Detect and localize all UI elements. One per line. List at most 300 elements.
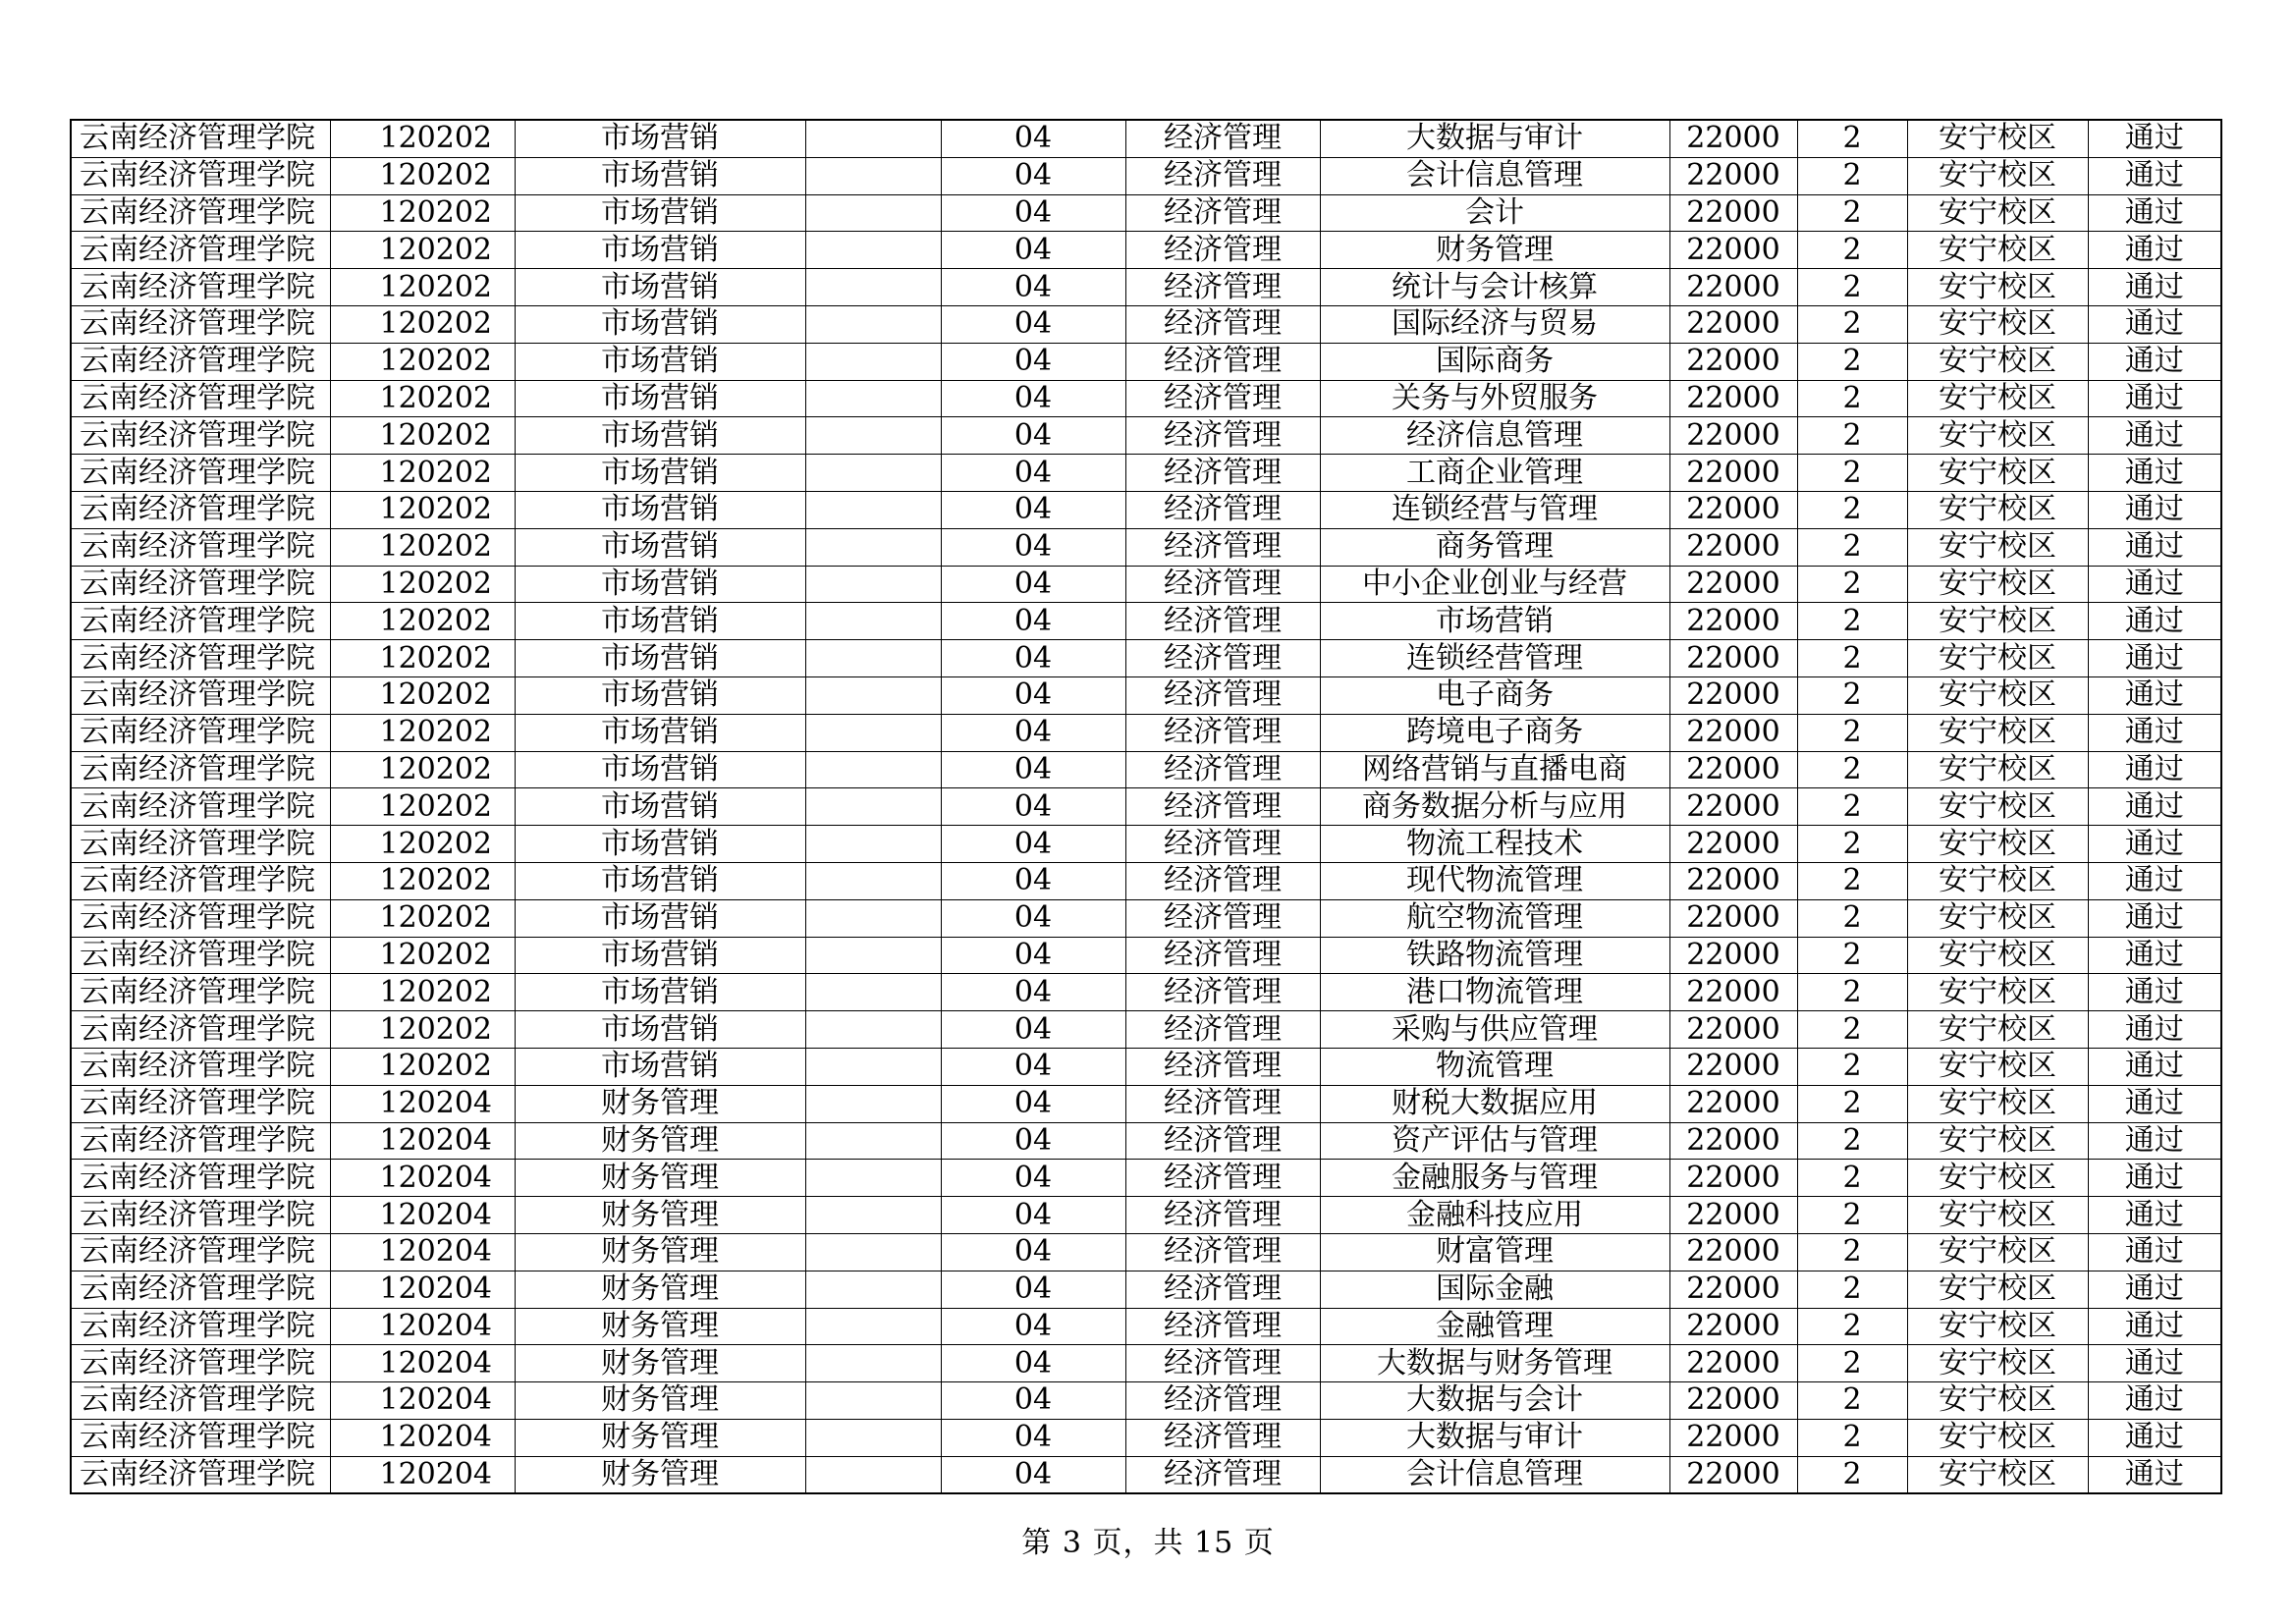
major-code-cell: 120202 (330, 417, 515, 455)
school-cell: 云南经济管理学院 (71, 194, 330, 232)
table-row (71, 1011, 2221, 1049)
status-cell: 通过 (2088, 1271, 2221, 1308)
source-major-cell: 会计 (1320, 194, 1669, 232)
campus-cell: 安宁校区 (1907, 1382, 2088, 1420)
campus-cell: 安宁校区 (1907, 343, 2088, 380)
table-row (71, 974, 2221, 1011)
campus-cell: 安宁校区 (1907, 1233, 2088, 1271)
table-row (71, 455, 2221, 492)
remark-cell (805, 1456, 941, 1493)
level-code-cell: 04 (941, 455, 1125, 492)
years-cell: 2 (1797, 1308, 1907, 1345)
major-code-cell: 120202 (330, 528, 515, 566)
source-major-cell: 大数据与审计 (1320, 120, 1669, 157)
remark-cell (805, 640, 941, 677)
remark-cell (805, 714, 941, 751)
major-code-cell: 120202 (330, 157, 515, 194)
major-name-cell: 市场营销 (515, 1048, 805, 1085)
remark-cell (805, 1122, 941, 1160)
campus-cell: 安宁校区 (1907, 1048, 2088, 1085)
source-major-cell: 大数据与会计 (1320, 1382, 1669, 1420)
major-name-cell: 市场营销 (515, 455, 805, 492)
years-cell: 2 (1797, 826, 1907, 863)
table-row (71, 937, 2221, 974)
level-code-cell: 04 (941, 1456, 1125, 1493)
source-major-cell: 市场营销 (1320, 603, 1669, 640)
remark-cell (805, 1345, 941, 1382)
category-cell: 经济管理 (1125, 862, 1320, 899)
campus-cell: 安宁校区 (1907, 862, 2088, 899)
school-cell: 云南经济管理学院 (71, 417, 330, 455)
school-cell: 云南经济管理学院 (71, 603, 330, 640)
category-cell: 经济管理 (1125, 305, 1320, 343)
table-row (71, 1048, 2221, 1085)
level-code-cell: 04 (941, 1122, 1125, 1160)
tuition-cell: 22000 (1669, 1011, 1797, 1049)
school-cell: 云南经济管理学院 (71, 1011, 330, 1049)
status-cell: 通过 (2088, 269, 2221, 306)
major-code-cell: 120202 (330, 788, 515, 826)
campus-cell: 安宁校区 (1907, 676, 2088, 714)
years-cell: 2 (1797, 1122, 1907, 1160)
table-row (71, 380, 2221, 417)
status-cell: 通过 (2088, 714, 2221, 751)
major-code-cell: 120202 (330, 491, 515, 528)
campus-cell: 安宁校区 (1907, 714, 2088, 751)
level-code-cell: 04 (941, 899, 1125, 937)
campus-cell: 安宁校区 (1907, 1419, 2088, 1456)
source-major-cell: 网络营销与直播电商 (1320, 751, 1669, 788)
tuition-cell: 22000 (1669, 676, 1797, 714)
years-cell: 2 (1797, 1160, 1907, 1197)
status-cell: 通过 (2088, 1160, 2221, 1197)
source-major-cell: 现代物流管理 (1320, 862, 1669, 899)
status-cell: 通过 (2088, 1122, 2221, 1160)
major-name-cell: 市场营销 (515, 566, 805, 603)
major-code-cell: 120202 (330, 899, 515, 937)
major-code-cell: 120202 (330, 566, 515, 603)
category-cell: 经济管理 (1125, 269, 1320, 306)
tuition-cell: 22000 (1669, 862, 1797, 899)
table-row (71, 751, 2221, 788)
campus-cell: 安宁校区 (1907, 974, 2088, 1011)
school-cell: 云南经济管理学院 (71, 269, 330, 306)
campus-cell: 安宁校区 (1907, 1197, 2088, 1234)
remark-cell (805, 751, 941, 788)
years-cell: 2 (1797, 455, 1907, 492)
major-name-cell: 市场营销 (515, 640, 805, 677)
school-cell: 云南经济管理学院 (71, 566, 330, 603)
major-code-cell: 120202 (330, 937, 515, 974)
tuition-cell: 22000 (1669, 566, 1797, 603)
source-major-cell: 商务管理 (1320, 528, 1669, 566)
table-row (71, 826, 2221, 863)
status-cell: 通过 (2088, 1345, 2221, 1382)
major-code-cell: 120202 (330, 676, 515, 714)
campus-cell: 安宁校区 (1907, 380, 2088, 417)
table-row (71, 157, 2221, 194)
years-cell: 2 (1797, 1048, 1907, 1085)
major-name-cell: 市场营销 (515, 899, 805, 937)
campus-cell: 安宁校区 (1907, 157, 2088, 194)
status-cell: 通过 (2088, 1382, 2221, 1420)
table-row (71, 491, 2221, 528)
level-code-cell: 04 (941, 640, 1125, 677)
major-name-cell: 市场营销 (515, 232, 805, 269)
tuition-cell: 22000 (1669, 714, 1797, 751)
category-cell: 经济管理 (1125, 751, 1320, 788)
remark-cell (805, 455, 941, 492)
remark-cell (805, 1160, 941, 1197)
major-name-cell: 财务管理 (515, 1197, 805, 1234)
source-major-cell: 采购与供应管理 (1320, 1011, 1669, 1049)
page-footer: 第 3 页，共 15 页 (1021, 1526, 1275, 1560)
campus-cell: 安宁校区 (1907, 751, 2088, 788)
major-name-cell: 市场营销 (515, 974, 805, 1011)
table-row (71, 343, 2221, 380)
status-cell: 通过 (2088, 566, 2221, 603)
school-cell: 云南经济管理学院 (71, 455, 330, 492)
status-cell: 通过 (2088, 788, 2221, 826)
major-code-cell: 120202 (330, 305, 515, 343)
school-cell: 云南经济管理学院 (71, 491, 330, 528)
major-name-cell: 财务管理 (515, 1085, 805, 1122)
table-row (71, 1419, 2221, 1456)
level-code-cell: 04 (941, 194, 1125, 232)
years-cell: 2 (1797, 232, 1907, 269)
years-cell: 2 (1797, 751, 1907, 788)
years-cell: 2 (1797, 120, 1907, 157)
major-name-cell: 财务管理 (515, 1419, 805, 1456)
campus-cell: 安宁校区 (1907, 417, 2088, 455)
remark-cell (805, 343, 941, 380)
source-major-cell: 会计信息管理 (1320, 157, 1669, 194)
campus-cell: 安宁校区 (1907, 269, 2088, 306)
major-code-cell: 120202 (330, 194, 515, 232)
status-cell: 通过 (2088, 157, 2221, 194)
source-major-cell: 大数据与审计 (1320, 1419, 1669, 1456)
category-cell: 经济管理 (1125, 937, 1320, 974)
level-code-cell: 04 (941, 1011, 1125, 1049)
tuition-cell: 22000 (1669, 1233, 1797, 1271)
tuition-cell: 22000 (1669, 1048, 1797, 1085)
remark-cell (805, 1085, 941, 1122)
remark-cell (805, 862, 941, 899)
level-code-cell: 04 (941, 417, 1125, 455)
level-code-cell: 04 (941, 1160, 1125, 1197)
level-code-cell: 04 (941, 1382, 1125, 1420)
school-cell: 云南经济管理学院 (71, 1345, 330, 1382)
status-cell: 通过 (2088, 1419, 2221, 1456)
years-cell: 2 (1797, 417, 1907, 455)
category-cell: 经济管理 (1125, 899, 1320, 937)
years-cell: 2 (1797, 305, 1907, 343)
major-name-cell: 市场营销 (515, 380, 805, 417)
major-name-cell: 市场营销 (515, 826, 805, 863)
major-code-cell: 120202 (330, 640, 515, 677)
campus-cell: 安宁校区 (1907, 1122, 2088, 1160)
status-cell: 通过 (2088, 1085, 2221, 1122)
category-cell: 经济管理 (1125, 1233, 1320, 1271)
table-row (71, 269, 2221, 306)
school-cell: 云南经济管理学院 (71, 305, 330, 343)
campus-cell: 安宁校区 (1907, 1271, 2088, 1308)
level-code-cell: 04 (941, 974, 1125, 1011)
years-cell: 2 (1797, 1233, 1907, 1271)
status-cell: 通过 (2088, 826, 2221, 863)
major-code-cell: 120202 (330, 826, 515, 863)
status-cell: 通过 (2088, 1197, 2221, 1234)
remark-cell (805, 120, 941, 157)
campus-cell: 安宁校区 (1907, 120, 2088, 157)
major-name-cell: 市场营销 (515, 676, 805, 714)
status-cell: 通过 (2088, 676, 2221, 714)
level-code-cell: 04 (941, 1048, 1125, 1085)
major-name-cell: 市场营销 (515, 120, 805, 157)
remark-cell (805, 1011, 941, 1049)
source-major-cell: 经济信息管理 (1320, 417, 1669, 455)
source-major-cell: 物流管理 (1320, 1048, 1669, 1085)
category-cell: 经济管理 (1125, 566, 1320, 603)
tuition-cell: 22000 (1669, 937, 1797, 974)
category-cell: 经济管理 (1125, 1085, 1320, 1122)
category-cell: 经济管理 (1125, 417, 1320, 455)
category-cell: 经济管理 (1125, 1122, 1320, 1160)
major-code-cell: 120202 (330, 862, 515, 899)
status-cell: 通过 (2088, 1048, 2221, 1085)
status-cell: 通过 (2088, 232, 2221, 269)
remark-cell (805, 1308, 941, 1345)
category-cell: 经济管理 (1125, 826, 1320, 863)
level-code-cell: 04 (941, 1345, 1125, 1382)
source-major-cell: 跨境电子商务 (1320, 714, 1669, 751)
campus-cell: 安宁校区 (1907, 640, 2088, 677)
category-cell: 经济管理 (1125, 1197, 1320, 1234)
tuition-cell: 22000 (1669, 899, 1797, 937)
school-cell: 云南经济管理学院 (71, 380, 330, 417)
remark-cell (805, 899, 941, 937)
school-cell: 云南经济管理学院 (71, 862, 330, 899)
category-cell: 经济管理 (1125, 1419, 1320, 1456)
source-major-cell: 铁路物流管理 (1320, 937, 1669, 974)
category-cell: 经济管理 (1125, 194, 1320, 232)
tuition-cell: 22000 (1669, 640, 1797, 677)
tuition-cell: 22000 (1669, 788, 1797, 826)
level-code-cell: 04 (941, 1085, 1125, 1122)
remark-cell (805, 937, 941, 974)
school-cell: 云南经济管理学院 (71, 1048, 330, 1085)
status-cell: 通过 (2088, 305, 2221, 343)
school-cell: 云南经济管理学院 (71, 1419, 330, 1456)
source-major-cell: 财富管理 (1320, 1233, 1669, 1271)
table-row (71, 1308, 2221, 1345)
tuition-cell: 22000 (1669, 826, 1797, 863)
remark-cell (805, 305, 941, 343)
source-major-cell: 电子商务 (1320, 676, 1669, 714)
category-cell: 经济管理 (1125, 788, 1320, 826)
major-name-cell: 市场营销 (515, 417, 805, 455)
status-cell: 通过 (2088, 640, 2221, 677)
campus-cell: 安宁校区 (1907, 566, 2088, 603)
major-name-cell: 市场营销 (515, 788, 805, 826)
tuition-cell: 22000 (1669, 603, 1797, 640)
category-cell: 经济管理 (1125, 1345, 1320, 1382)
campus-cell: 安宁校区 (1907, 899, 2088, 937)
remark-cell (805, 491, 941, 528)
tuition-cell: 22000 (1669, 343, 1797, 380)
major-code-cell: 120204 (330, 1085, 515, 1122)
level-code-cell: 04 (941, 937, 1125, 974)
level-code-cell: 04 (941, 380, 1125, 417)
tuition-cell: 22000 (1669, 232, 1797, 269)
remark-cell (805, 232, 941, 269)
remark-cell (805, 269, 941, 306)
table-row (71, 566, 2221, 603)
campus-cell: 安宁校区 (1907, 1085, 2088, 1122)
table-row (71, 1085, 2221, 1122)
category-cell: 经济管理 (1125, 640, 1320, 677)
data-table (70, 119, 2222, 1494)
status-cell: 通过 (2088, 120, 2221, 157)
level-code-cell: 04 (941, 566, 1125, 603)
tuition-cell: 22000 (1669, 1308, 1797, 1345)
category-cell: 经济管理 (1125, 157, 1320, 194)
campus-cell: 安宁校区 (1907, 937, 2088, 974)
level-code-cell: 04 (941, 232, 1125, 269)
years-cell: 2 (1797, 1197, 1907, 1234)
remark-cell (805, 157, 941, 194)
major-code-cell: 120202 (330, 343, 515, 380)
years-cell: 2 (1797, 788, 1907, 826)
major-name-cell: 市场营销 (515, 714, 805, 751)
major-name-cell: 市场营销 (515, 343, 805, 380)
remark-cell (805, 1419, 941, 1456)
campus-cell: 安宁校区 (1907, 232, 2088, 269)
category-cell: 经济管理 (1125, 603, 1320, 640)
school-cell: 云南经济管理学院 (71, 937, 330, 974)
school-cell: 云南经济管理学院 (71, 1160, 330, 1197)
major-code-cell: 120204 (330, 1233, 515, 1271)
level-code-cell: 04 (941, 1419, 1125, 1456)
level-code-cell: 04 (941, 826, 1125, 863)
source-major-cell: 国际金融 (1320, 1271, 1669, 1308)
tuition-cell: 22000 (1669, 417, 1797, 455)
category-cell: 经济管理 (1125, 528, 1320, 566)
major-name-cell: 财务管理 (515, 1308, 805, 1345)
source-major-cell: 工商企业管理 (1320, 455, 1669, 492)
status-cell: 通过 (2088, 194, 2221, 232)
tuition-cell: 22000 (1669, 1456, 1797, 1493)
major-name-cell: 市场营销 (515, 862, 805, 899)
category-cell: 经济管理 (1125, 974, 1320, 1011)
years-cell: 2 (1797, 714, 1907, 751)
major-name-cell: 市场营销 (515, 937, 805, 974)
major-name-cell: 市场营销 (515, 491, 805, 528)
major-code-cell: 120204 (330, 1122, 515, 1160)
table-row (71, 528, 2221, 566)
level-code-cell: 04 (941, 603, 1125, 640)
school-cell: 云南经济管理学院 (71, 974, 330, 1011)
years-cell: 2 (1797, 380, 1907, 417)
category-cell: 经济管理 (1125, 1382, 1320, 1420)
level-code-cell: 04 (941, 751, 1125, 788)
category-cell: 经济管理 (1125, 1456, 1320, 1493)
tuition-cell: 22000 (1669, 1197, 1797, 1234)
status-cell: 通过 (2088, 491, 2221, 528)
major-code-cell: 120202 (330, 120, 515, 157)
years-cell: 2 (1797, 491, 1907, 528)
major-name-cell: 财务管理 (515, 1233, 805, 1271)
campus-cell: 安宁校区 (1907, 1456, 2088, 1493)
table-row (71, 194, 2221, 232)
source-major-cell: 连锁经营与管理 (1320, 491, 1669, 528)
campus-cell: 安宁校区 (1907, 491, 2088, 528)
source-major-cell: 大数据与财务管理 (1320, 1345, 1669, 1382)
category-cell: 经济管理 (1125, 380, 1320, 417)
tuition-cell: 22000 (1669, 751, 1797, 788)
status-cell: 通过 (2088, 1456, 2221, 1493)
remark-cell (805, 1271, 941, 1308)
table-row (71, 1456, 2221, 1493)
table-row (71, 640, 2221, 677)
years-cell: 2 (1797, 937, 1907, 974)
tuition-cell: 22000 (1669, 1122, 1797, 1160)
table-row (71, 1382, 2221, 1420)
table-row (71, 305, 2221, 343)
major-code-cell: 120204 (330, 1419, 515, 1456)
major-code-cell: 120202 (330, 269, 515, 306)
years-cell: 2 (1797, 899, 1907, 937)
major-code-cell: 120204 (330, 1160, 515, 1197)
major-name-cell: 市场营销 (515, 305, 805, 343)
category-cell: 经济管理 (1125, 676, 1320, 714)
source-major-cell: 统计与会计核算 (1320, 269, 1669, 306)
level-code-cell: 04 (941, 1271, 1125, 1308)
tuition-cell: 22000 (1669, 120, 1797, 157)
remark-cell (805, 528, 941, 566)
years-cell: 2 (1797, 1011, 1907, 1049)
tuition-cell: 22000 (1669, 1085, 1797, 1122)
years-cell: 2 (1797, 603, 1907, 640)
years-cell: 2 (1797, 343, 1907, 380)
years-cell: 2 (1797, 1419, 1907, 1456)
school-cell: 云南经济管理学院 (71, 1271, 330, 1308)
table-row (71, 603, 2221, 640)
status-cell: 通过 (2088, 417, 2221, 455)
tuition-cell: 22000 (1669, 157, 1797, 194)
major-code-cell: 120204 (330, 1345, 515, 1382)
source-major-cell: 国际商务 (1320, 343, 1669, 380)
campus-cell: 安宁校区 (1907, 528, 2088, 566)
source-major-cell: 资产评估与管理 (1320, 1122, 1669, 1160)
status-cell: 通过 (2088, 380, 2221, 417)
remark-cell (805, 1197, 941, 1234)
remark-cell (805, 566, 941, 603)
table-row (71, 1122, 2221, 1160)
years-cell: 2 (1797, 194, 1907, 232)
tuition-cell: 22000 (1669, 1345, 1797, 1382)
status-cell: 通过 (2088, 343, 2221, 380)
years-cell: 2 (1797, 528, 1907, 566)
school-cell: 云南经济管理学院 (71, 528, 330, 566)
category-cell: 经济管理 (1125, 1048, 1320, 1085)
school-cell: 云南经济管理学院 (71, 751, 330, 788)
source-major-cell: 金融服务与管理 (1320, 1160, 1669, 1197)
status-cell: 通过 (2088, 1308, 2221, 1345)
major-code-cell: 120204 (330, 1382, 515, 1420)
major-code-cell: 120202 (330, 455, 515, 492)
major-name-cell: 财务管理 (515, 1382, 805, 1420)
